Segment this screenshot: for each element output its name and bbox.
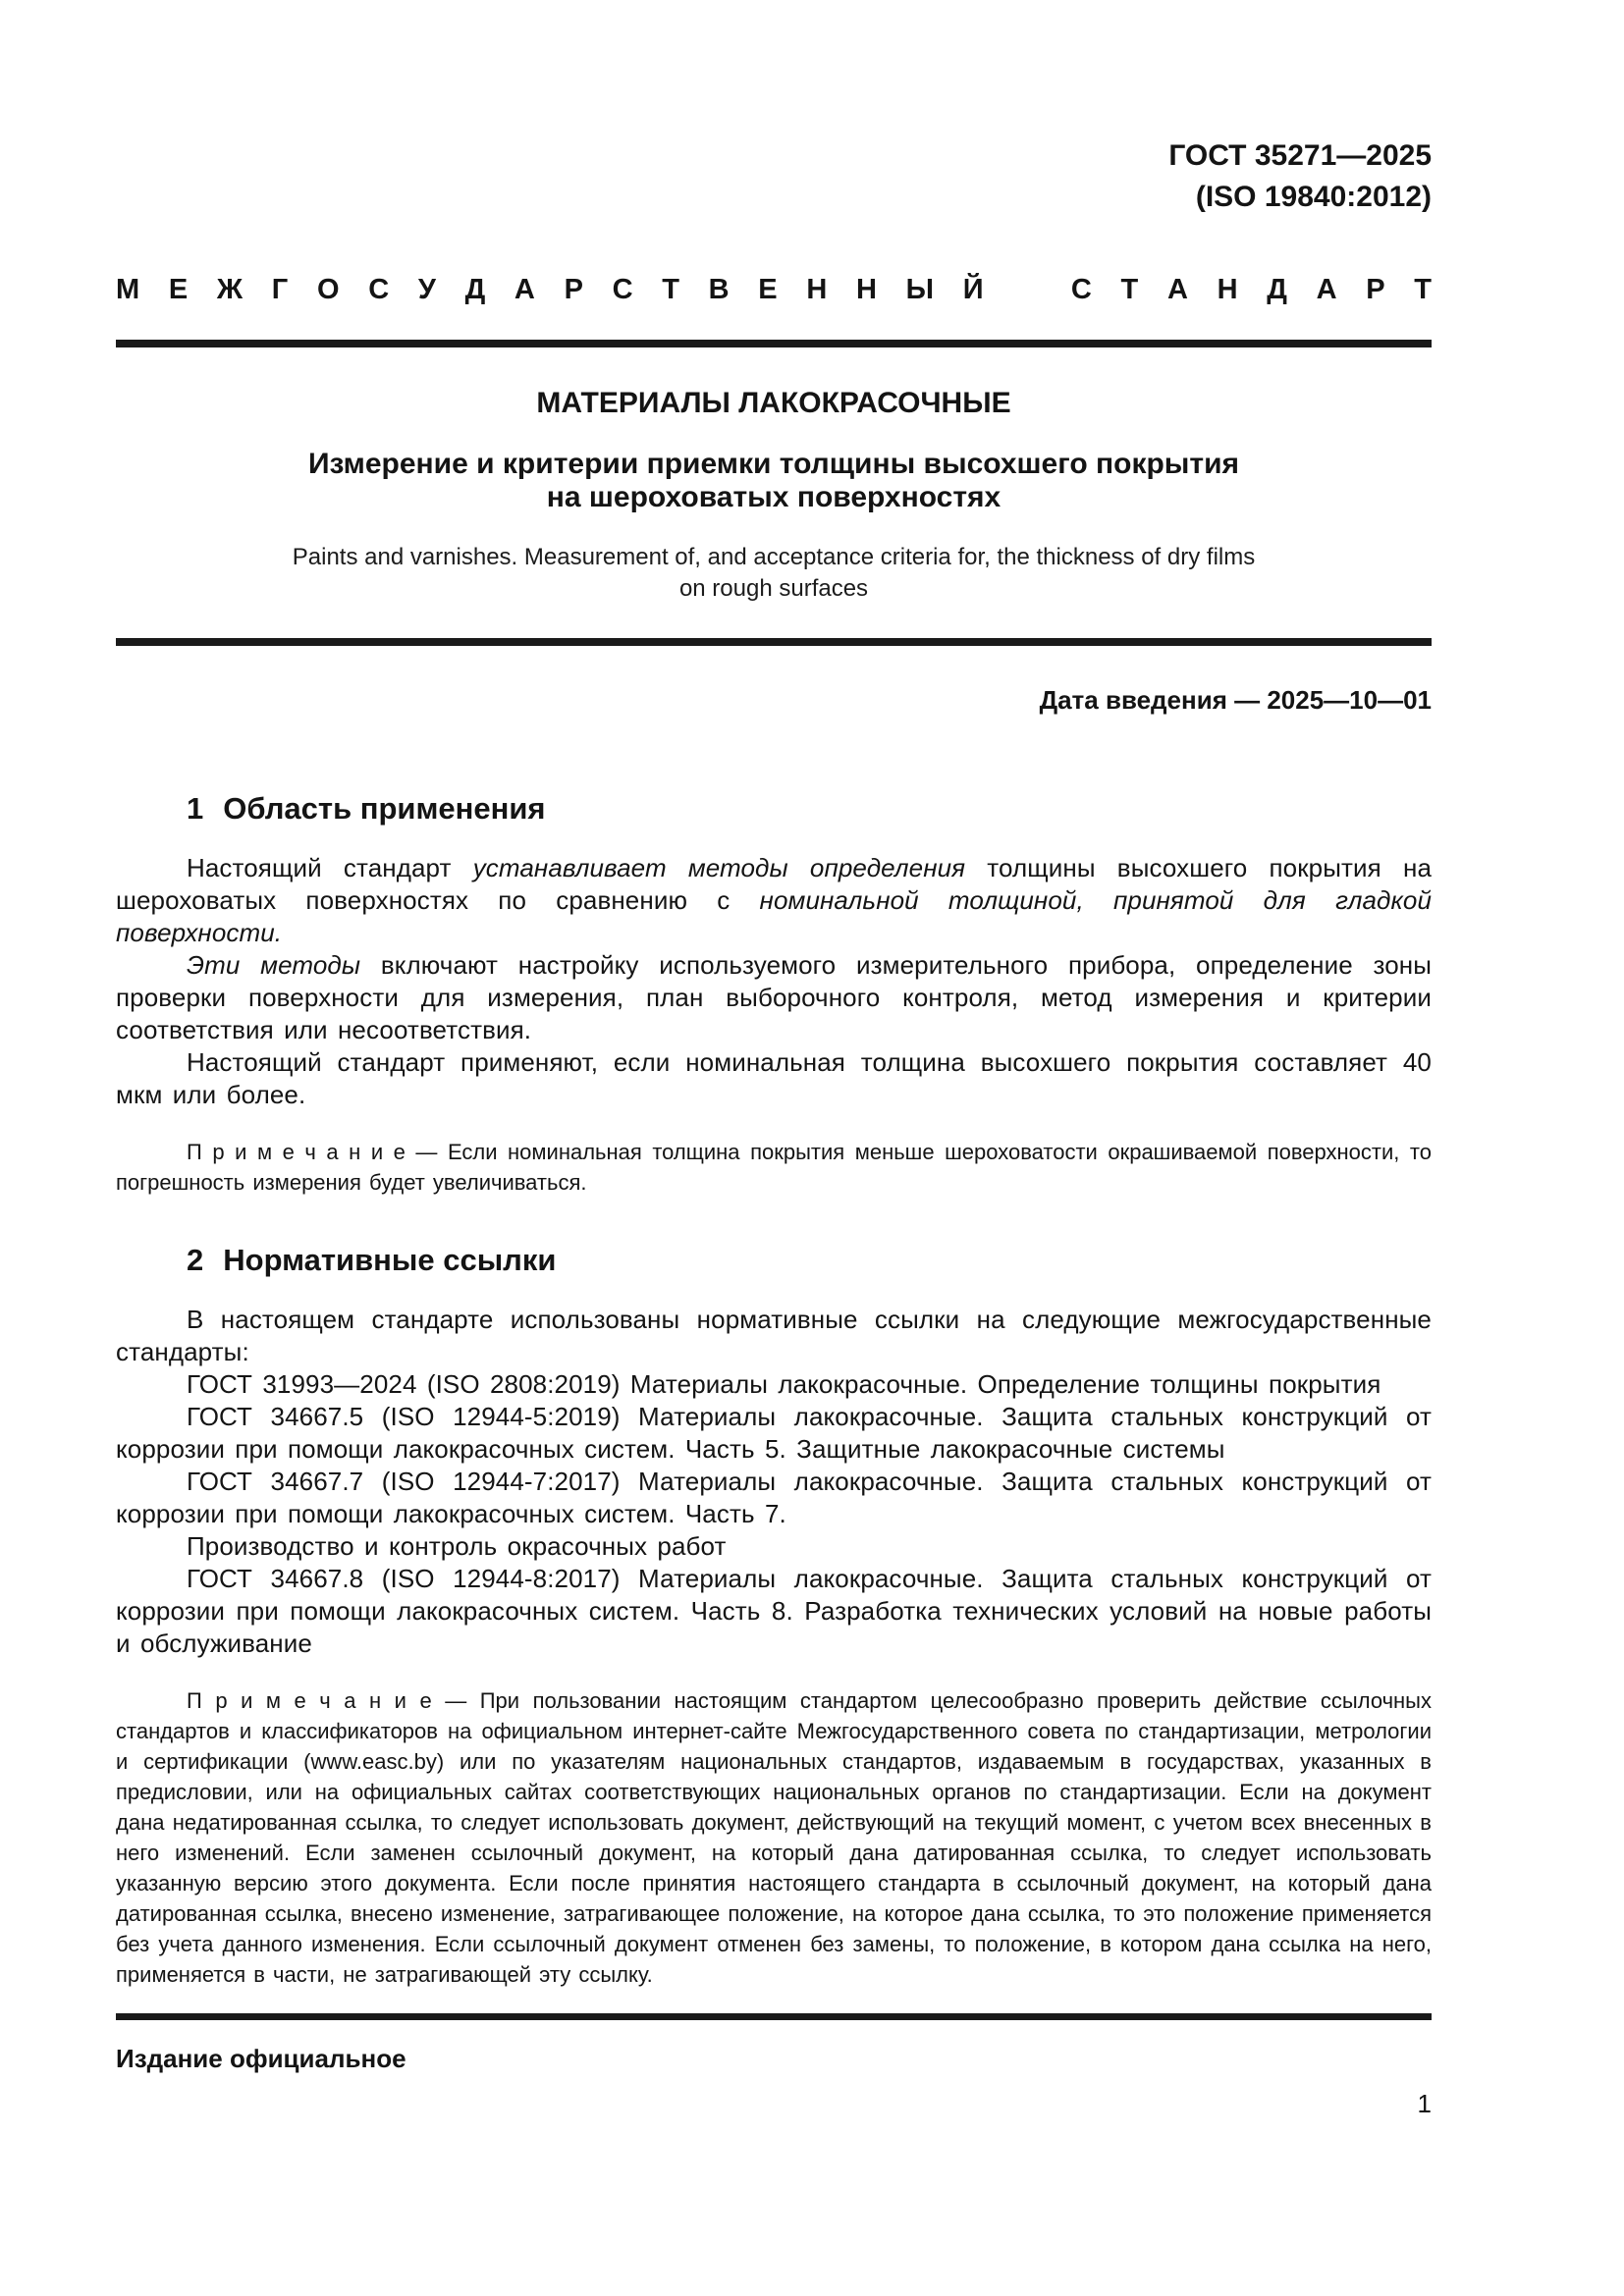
section-1-heading xyxy=(116,791,1432,827)
title-subtitle-en-line2: on rough surfaces xyxy=(678,575,869,602)
horizontal-rule-footer xyxy=(116,2013,1432,2020)
paragraph-italic-text: Эти методы xyxy=(187,950,361,980)
introduction-date: Дата введения — 2025—10—01 xyxy=(1039,685,1432,715)
section-1-paragraph-1 xyxy=(116,852,1432,949)
reference-item: ГОСТ 34667.5 (ISO 12944-5:2019) Материалы лакокрасочные. Защита стальных конструкций от коррозии при помощи лакокрасочных систем. Часть 5. Защитные лакокрасочные системы xyxy=(116,1402,1432,1464)
section-2-note: П р и м е ч а н и е — При пользовании настоящим стандартом целесообразно проверить действие ссылочных стандартов и классификаторов на официальном интернет-сайте Межгосударственного совета по стандартизации, метрологии и сертификации (www.easc.by) или по указателям национальных стандартов, издаваемым в государствах, указанных в предисловии, или на официальных сайтах соответствующих национальных органов по стандартизации. Если на документ дана недатированная ссылка, то следует использовать документ, действующий на текущий момент, с учетом всех внесенных в него изменений. Если заменен ссылочный документ, на который дана датированная ссылка, то следует использовать указанную версию этого документа. Если после принятия настоящего стандарта в ссылочный документ, на который дана датированная ссылка, внесено изменение, затрагивающее положение, на которое дана ссылка, то это положение применяется без учета данного изменения. Если ссылочный документ отменен без замены, то положение, в котором дана ссылка на него, применяется в части, не затрагивающей эту ссылку. xyxy=(116,1688,1432,1987)
section-2-title: Нормативные ссылки xyxy=(223,1243,557,1277)
official-edition-label: Издание официальное xyxy=(116,2044,406,2073)
paragraph-text: включают настройку используемого измерительного прибора, определение зоны проверки поверхности для измерения, план выборочного контроля, метод измерения и критерии соответствия или несоответствия. xyxy=(116,950,1433,1044)
title-subtitle-ru-line1: Измерение и критерии приемки толщины высохшего покрытия xyxy=(307,448,1240,480)
horizontal-rule-top xyxy=(116,340,1432,347)
reference-item: Производство и контроль окрасочных работ xyxy=(187,1531,727,1561)
title-subtitle-ru xyxy=(116,448,1432,514)
title-subtitle-en-line1: Paints and varnishes. Measurement of, and acceptance criteria for, the thickness of dry films xyxy=(292,544,1256,570)
section-2-heading xyxy=(116,1243,1432,1278)
title-subtitle-ru-line2: на шероховатых поверхностях xyxy=(546,481,1001,513)
page-number: 1 xyxy=(1417,2089,1432,2118)
paragraph-italic-text: номинальной толщиной, принятой для гладкой поверхности. xyxy=(116,885,1433,947)
section-1-paragraph-2 xyxy=(116,949,1432,1046)
doc-iso-number: (ISO 19840:2012) xyxy=(1195,181,1432,213)
paragraph-italic-text: устанавливает методы определения xyxy=(472,853,966,882)
reference-item: ГОСТ 34667.7 (ISO 12944-7:2017) Материалы лакокрасочные. Защита стальных конструкций от коррозии при помощи лакокрасочных систем. Часть 7. xyxy=(116,1467,1432,1528)
section-1-paragraph-3: Настоящий стандарт применяют, если номинальная толщина высохшего покрытия составляет 40 мкм или более. xyxy=(116,1047,1432,1109)
doc-number: ГОСТ 35271—2025 xyxy=(1168,139,1432,172)
section-2-intro: В настоящем стандарте использованы нормативные ссылки на следующие межгосударственные стандарты: xyxy=(116,1305,1432,1366)
doc-number-block xyxy=(116,0,1432,218)
section-1-note: П р и м е ч а н и е — Если номинальная толщина покрытия меньше шероховатости окрашиваемой поверхности, то погрешность измерения будет увеличиваться. xyxy=(116,1140,1432,1195)
horizontal-rule-mid xyxy=(116,638,1432,646)
paragraph-text: Настоящий стандарт xyxy=(187,853,473,882)
paragraph-text: толщины высохшего покрытия на шероховатых поверхностях по сравнению с xyxy=(116,853,1433,915)
standard-type-heading: М Е Ж Г О С У Д А Р С Т В Е Н Н Ы Й С Т А Н Д А Р Т xyxy=(116,274,1432,305)
section-1-number: 1 xyxy=(187,791,204,826)
title-main: МАТЕРИАЛЫ ЛАКОКРАСОЧНЫЕ xyxy=(536,387,1011,419)
reference-item: ГОСТ 31993—2024 (ISO 2808:2019) Материалы лакокрасочные. Определение толщины покрытия xyxy=(187,1369,1381,1399)
reference-item: ГОСТ 34667.8 (ISO 12944-8:2017) Материалы лакокрасочные. Защита стальных конструкций от коррозии при помощи лакокрасочных систем. Часть 8. Разработка технических условий на новые работы и обслуживание xyxy=(116,1564,1432,1658)
section-1-title: Область применения xyxy=(223,791,546,826)
title-subtitle-en xyxy=(116,542,1432,605)
section-2-number: 2 xyxy=(187,1243,204,1277)
